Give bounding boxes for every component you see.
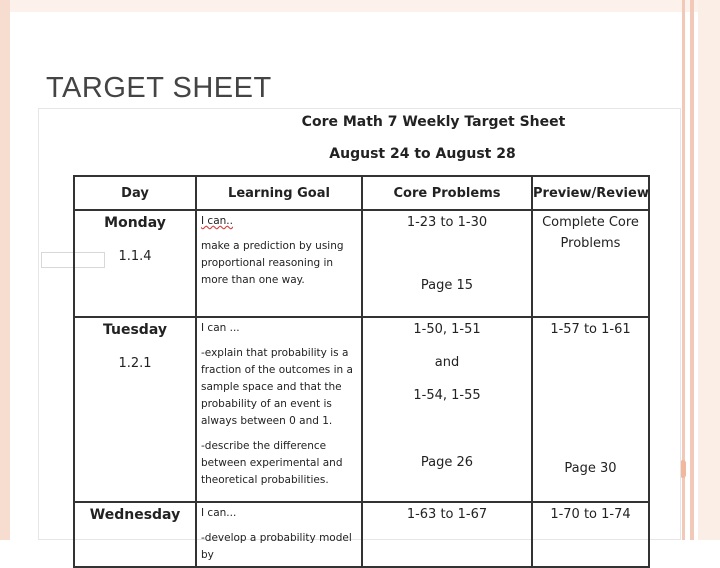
slide-left-border: [0, 0, 10, 540]
weekly-plan-table: [73, 175, 650, 568]
column-header-preview-review: Preview/Review: [532, 176, 649, 210]
core-problems-cell: [362, 210, 532, 317]
core-problems-connector: and: [434, 355, 460, 370]
preview-line: Complete Core: [542, 215, 639, 230]
day-cell: [74, 210, 196, 317]
core-problems-cell: [362, 502, 532, 567]
goal-item: -explain that probability is a fraction of the outcomes in a sample space and that the probability of an event is always between 0 and 1.: [201, 347, 353, 427]
goal-intro: I can...: [201, 507, 237, 519]
day-name: Wednesday: [89, 507, 181, 523]
preview-line: Problems: [560, 236, 621, 251]
core-problems-page: Page 26: [420, 455, 474, 470]
column-header-learning-goal: Learning Goal: [196, 176, 362, 210]
preview-line: 1-70 to 1-74: [550, 507, 631, 522]
preview-review-cell: [532, 210, 649, 317]
target-sheet-image: [38, 108, 681, 561]
day-name: Monday: [104, 215, 166, 231]
core-problems-range: 1-54, 1-55: [413, 388, 481, 403]
learning-goal-cell: [196, 210, 362, 317]
core-problems-range: 1-50, 1-51: [413, 322, 481, 337]
table-header-row: [74, 176, 649, 210]
goal-item: -develop a probability model by: [201, 532, 352, 561]
core-problems-range: 1-23 to 1-30: [406, 215, 488, 230]
preview-line: 1-57 to 1-61: [550, 322, 631, 337]
goal-item: -describe the difference between experimental and theoretical probabilities.: [201, 440, 343, 486]
day-cell: [74, 317, 196, 502]
preview-review-cell: [532, 502, 649, 567]
core-problems-range: 1-63 to 1-67: [406, 507, 488, 522]
goal-intro: I can ...: [201, 322, 240, 334]
sheet-date-range: August 24 to August 28: [329, 146, 516, 162]
learning-goal-cell: [196, 317, 362, 502]
day-cell: [74, 502, 196, 567]
table-row-monday: [74, 210, 649, 317]
preview-page: Page 30: [564, 461, 617, 476]
slide-right-border-line: [690, 0, 694, 540]
table-row-tuesday: [74, 317, 649, 502]
table-row-wednesday: [74, 502, 649, 567]
column-header-core-problems: Core Problems: [362, 176, 532, 210]
slide-top-border: [0, 0, 720, 12]
day-name: Tuesday: [103, 322, 167, 338]
goal-item: make a prediction by using proportional reasoning in more than one way.: [201, 240, 344, 286]
lesson-number: 1.2.1: [118, 356, 152, 371]
goal-intro: I can..: [201, 215, 233, 227]
slide-right-border-line: [682, 0, 685, 540]
sheet-title: Core Math 7 Weekly Target Sheet: [301, 114, 566, 130]
lesson-number: 1.1.4: [118, 249, 152, 264]
slide-right-border-band: [698, 0, 720, 540]
learning-goal-cell: [196, 502, 362, 567]
core-problems-page: Page 15: [420, 278, 474, 293]
column-header-day: Day: [74, 176, 196, 210]
preview-review-cell: [532, 317, 649, 502]
core-problems-cell: [362, 317, 532, 502]
slide-title: TARGET SHEET: [46, 72, 272, 104]
